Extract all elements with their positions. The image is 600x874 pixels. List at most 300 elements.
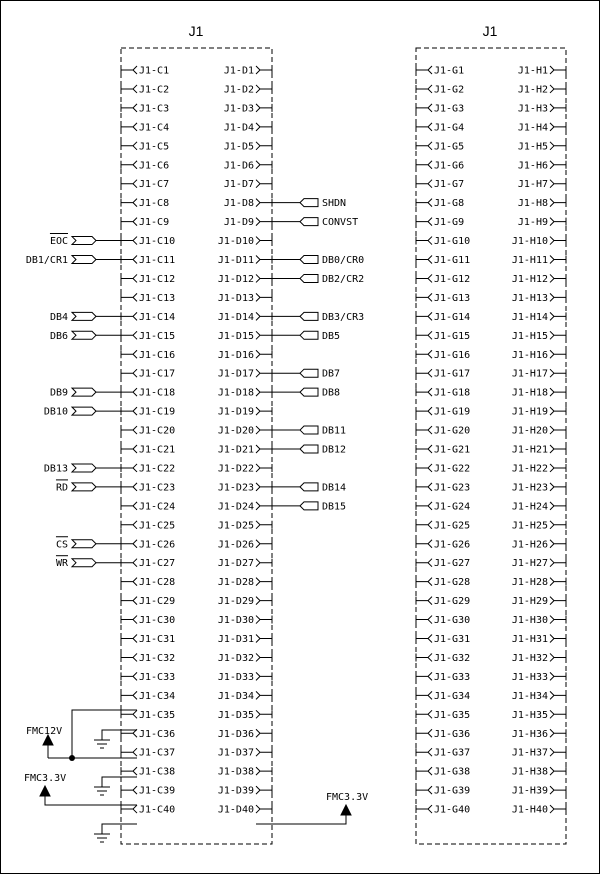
pin-label: J1-D7 xyxy=(223,179,254,191)
pin-label: J1-G16 xyxy=(434,349,471,361)
pin-stub xyxy=(256,464,272,472)
pin-label: J1-H33 xyxy=(511,671,548,683)
pin-label: J1-G6 xyxy=(434,160,465,172)
signal-port-right xyxy=(272,331,340,342)
pin-stub xyxy=(550,388,566,396)
pin-stub xyxy=(121,521,137,529)
pin-stub xyxy=(121,540,137,548)
pin-label: J1-D12 xyxy=(217,273,254,285)
pin-label: J1-G29 xyxy=(434,596,471,608)
pin-label: J1-C33 xyxy=(139,671,176,683)
pin-stub xyxy=(121,218,137,226)
pin-stub xyxy=(256,66,272,74)
pin-stub xyxy=(121,123,137,131)
pin-stub xyxy=(256,521,272,529)
pin-label: J1-D25 xyxy=(217,520,254,532)
wire xyxy=(72,710,137,758)
pin-stub xyxy=(121,180,137,188)
pin-label: J1-G20 xyxy=(434,425,471,437)
pin-label: J1-H4 xyxy=(517,122,548,134)
pin-stub xyxy=(416,805,432,813)
pin-label: J1-D2 xyxy=(223,84,254,96)
pin-label: J1-C9 xyxy=(139,217,170,229)
pin-label: J1-G17 xyxy=(434,368,471,380)
power-label-fmc12v: FMC12V xyxy=(26,726,63,737)
pin-stub xyxy=(416,85,432,93)
pin-stub xyxy=(121,710,137,718)
power-arrow-icon xyxy=(341,805,351,815)
pin-stub xyxy=(121,274,137,282)
pin-label: J1-D16 xyxy=(217,349,254,361)
pin-label: J1-G37 xyxy=(434,747,471,759)
pin-stub xyxy=(121,256,137,264)
pin-stub xyxy=(550,350,566,358)
port-arrow-icon xyxy=(300,445,318,453)
pin-label: J1-H11 xyxy=(511,255,548,266)
pin-stub xyxy=(256,274,272,282)
pin-label: J1-C22 xyxy=(139,463,176,475)
pin-label: J1-H16 xyxy=(511,349,548,361)
signal-label: DB4 xyxy=(49,311,68,323)
pin-label: J1-D20 xyxy=(217,425,254,437)
signal-port-left xyxy=(50,388,121,399)
pin-stub xyxy=(550,85,566,93)
pin-stub xyxy=(121,786,137,794)
pin-stub xyxy=(121,578,137,586)
pin-stub xyxy=(256,369,272,377)
pin-label: J1-D19 xyxy=(217,406,254,418)
signal-label: DB9 xyxy=(49,387,68,399)
pin-label: J1-G28 xyxy=(434,577,471,589)
pin-label: J1-G23 xyxy=(434,482,471,494)
pin-stub xyxy=(121,426,137,434)
pin-label: J1-D8 xyxy=(223,198,254,210)
pin-stub xyxy=(416,274,432,282)
signal-label: CS xyxy=(55,539,68,551)
pin-label: J1-D31 xyxy=(217,634,254,645)
pin-stub xyxy=(550,331,566,339)
pin-stub xyxy=(416,502,432,510)
pin-label: J1-D39 xyxy=(217,785,254,797)
pin-stub xyxy=(416,104,432,112)
pin-label: J1-H3 xyxy=(517,103,548,115)
pin-label: J1-D17 xyxy=(217,368,254,380)
pin-label: J1-C26 xyxy=(139,539,176,551)
pin-stub xyxy=(550,293,566,301)
pin-stub xyxy=(550,445,566,453)
pin-stub xyxy=(416,161,432,169)
connector-title: J1 xyxy=(482,23,498,39)
pin-label: J1-C25 xyxy=(139,520,176,532)
signal-ports xyxy=(26,198,364,569)
pin-label: J1-D21 xyxy=(217,444,254,456)
pin-label: J1-H35 xyxy=(511,709,548,721)
pin-stub xyxy=(256,748,272,756)
pin-label: J1-D28 xyxy=(217,577,254,589)
pin-stub xyxy=(550,691,566,699)
pin-label: J1-D13 xyxy=(217,292,254,304)
pin-stub xyxy=(550,616,566,624)
signal-label: DB15 xyxy=(322,501,347,513)
pin-label: J1-H2 xyxy=(517,84,548,96)
pin-label: J1-D33 xyxy=(217,671,254,683)
pin-stub xyxy=(416,445,432,453)
pin-label: J1-H13 xyxy=(511,292,548,304)
pin-label: J1-C34 xyxy=(139,690,176,702)
pin-label: J1-G9 xyxy=(434,217,465,229)
pin-label: J1-C29 xyxy=(139,596,176,608)
pin-label: J1-C39 xyxy=(139,785,176,797)
pin-stub xyxy=(550,635,566,643)
pin-label: J1-C31 xyxy=(139,634,176,645)
pin-label: J1-C23 xyxy=(139,482,176,494)
pin-stub xyxy=(121,237,137,245)
pin-stub xyxy=(416,653,432,661)
port-arrow-icon xyxy=(300,312,318,320)
pin-stub xyxy=(416,483,432,491)
port-arrow-icon xyxy=(300,483,318,491)
pin-label: J1-H9 xyxy=(517,217,548,229)
pin-label: J1-D32 xyxy=(217,652,254,664)
pin-label: J1-D26 xyxy=(217,539,254,551)
pin-stub xyxy=(416,597,432,605)
signal-port-left xyxy=(44,407,121,418)
port-arrow-icon xyxy=(300,369,318,377)
pin-stub xyxy=(416,407,432,415)
pin-stub xyxy=(416,142,432,150)
signal-port-left xyxy=(50,234,121,248)
pin-label: J1-C35 xyxy=(139,709,176,721)
pin-label: J1-H28 xyxy=(511,577,548,589)
pin-stub xyxy=(416,691,432,699)
pin-label: J1-H1 xyxy=(517,65,548,77)
pin-stub xyxy=(550,180,566,188)
pin-stub xyxy=(550,256,566,264)
pin-stub xyxy=(550,407,566,415)
pin-label: J1-H38 xyxy=(511,766,548,778)
port-arrow-icon xyxy=(72,312,96,320)
pin-stub xyxy=(550,464,566,472)
pin-stub xyxy=(416,635,432,643)
signal-port-left xyxy=(50,331,121,342)
pin-label: J1-G8 xyxy=(434,198,465,210)
signal-label: CONVST xyxy=(322,217,359,229)
pin-label: J1-C17 xyxy=(139,368,176,380)
pin-stub xyxy=(550,597,566,605)
pin-stub xyxy=(416,464,432,472)
pin-stub xyxy=(416,180,432,188)
signal-label: DB7 xyxy=(322,368,341,380)
connector-pins xyxy=(121,66,272,816)
pin-stub xyxy=(550,274,566,282)
pin-label: J1-C8 xyxy=(139,198,170,210)
port-arrow-icon xyxy=(72,559,96,567)
pin-stub xyxy=(121,199,137,207)
pin-label: J1-H7 xyxy=(517,179,548,191)
pin-stub xyxy=(550,218,566,226)
pin-label: J1-D38 xyxy=(217,766,254,778)
signal-label: DB2/CR2 xyxy=(322,273,365,285)
pin-label: J1-G5 xyxy=(434,141,465,153)
pin-label: J1-H39 xyxy=(511,785,548,797)
pin-stub xyxy=(256,616,272,624)
pin-label: J1-G1 xyxy=(434,65,465,77)
pin-stub xyxy=(256,578,272,586)
pin-stub xyxy=(121,597,137,605)
pin-label: J1-H18 xyxy=(511,387,548,399)
pin-stub xyxy=(121,748,137,756)
port-arrow-icon xyxy=(300,426,318,434)
pin-stub xyxy=(121,369,137,377)
pin-stub xyxy=(416,748,432,756)
pin-stub xyxy=(256,218,272,226)
pin-label: J1-D29 xyxy=(217,596,254,608)
pin-stub xyxy=(256,293,272,301)
connector-j1-cd xyxy=(121,23,272,844)
port-arrow-icon xyxy=(300,388,318,396)
port-arrow-icon xyxy=(300,502,318,510)
pin-label: J1-G13 xyxy=(434,292,471,304)
signal-port-left xyxy=(56,556,121,570)
pin-stub xyxy=(550,540,566,548)
signal-port-right xyxy=(272,426,346,437)
pin-label: J1-C1 xyxy=(139,65,170,77)
power-arrow-icon xyxy=(40,786,50,796)
pin-stub xyxy=(256,540,272,548)
wire xyxy=(102,730,137,740)
pin-stub xyxy=(416,672,432,680)
pin-label: J1-C4 xyxy=(139,122,170,134)
pin-label: J1-H21 xyxy=(511,444,548,456)
port-arrow-icon xyxy=(72,407,96,415)
pin-stub xyxy=(121,653,137,661)
connector-pins xyxy=(416,66,566,816)
pin-stub xyxy=(256,483,272,491)
pin-label: J1-G11 xyxy=(434,255,471,266)
pin-stub xyxy=(256,180,272,188)
port-arrow-icon xyxy=(72,483,96,491)
junction-dot xyxy=(69,755,75,761)
signal-port-right xyxy=(272,312,364,323)
pin-stub xyxy=(256,672,272,680)
pin-label: J1-D10 xyxy=(217,236,254,248)
signal-port-left xyxy=(50,312,121,323)
pin-stub xyxy=(121,293,137,301)
pin-label: J1-H6 xyxy=(517,160,548,172)
pin-label: J1-C38 xyxy=(139,766,176,778)
pin-label: J1-C21 xyxy=(139,444,176,456)
pin-label: J1-C13 xyxy=(139,292,176,304)
pin-label: J1-G19 xyxy=(434,406,471,418)
signal-label: DB6 xyxy=(49,330,68,342)
pin-label: J1-G34 xyxy=(434,690,471,702)
pin-stub xyxy=(121,767,137,775)
pin-stub xyxy=(256,559,272,567)
pin-label: J1-D11 xyxy=(217,255,254,266)
pin-stub xyxy=(550,653,566,661)
pin-label: J1-H31 xyxy=(511,634,548,645)
pin-stub xyxy=(121,559,137,567)
pin-label: J1-H19 xyxy=(511,406,548,418)
pin-label: J1-D3 xyxy=(223,103,254,115)
pin-stub xyxy=(550,710,566,718)
pin-stub xyxy=(416,559,432,567)
signal-label: DB10 xyxy=(43,406,68,418)
signal-port-right xyxy=(272,388,340,399)
pin-label: J1-D34 xyxy=(217,690,254,702)
pin-label: J1-G27 xyxy=(434,558,471,570)
pin-stub xyxy=(416,369,432,377)
pin-label: J1-D24 xyxy=(217,501,254,513)
pin-label: J1-C5 xyxy=(139,141,170,153)
pin-label: J1-D37 xyxy=(217,747,254,759)
pin-stub xyxy=(550,161,566,169)
pin-stub xyxy=(256,312,272,320)
port-arrow-icon xyxy=(300,218,318,226)
wire xyxy=(256,815,346,824)
pin-stub xyxy=(550,312,566,320)
pin-stub xyxy=(416,767,432,775)
pin-stub xyxy=(416,616,432,624)
pin-stub xyxy=(121,502,137,510)
signal-port-right xyxy=(272,445,346,456)
ground-icon xyxy=(94,787,110,795)
pin-stub xyxy=(121,161,137,169)
pin-stub xyxy=(550,237,566,245)
pin-label: J1-C32 xyxy=(139,652,176,664)
pin-label: J1-G22 xyxy=(434,463,471,475)
port-arrow-icon xyxy=(72,540,96,548)
pin-stub xyxy=(256,691,272,699)
pin-label: J1-H10 xyxy=(511,236,548,248)
pin-label: J1-G38 xyxy=(434,766,471,778)
pin-label: J1-C12 xyxy=(139,273,176,285)
pin-stub xyxy=(256,502,272,510)
pin-stub xyxy=(416,218,432,226)
pin-stub xyxy=(256,199,272,207)
signal-label: WR xyxy=(55,558,68,570)
pin-label: J1-D27 xyxy=(217,558,254,570)
border xyxy=(1,1,600,874)
pin-label: J1-H36 xyxy=(511,728,548,740)
pin-stub xyxy=(256,445,272,453)
pin-label: J1-D36 xyxy=(217,728,254,740)
pin-label: J1-C24 xyxy=(139,501,176,513)
pin-stub xyxy=(550,748,566,756)
pin-stub xyxy=(550,369,566,377)
pin-label: J1-H23 xyxy=(511,482,548,494)
signal-label: DB5 xyxy=(322,330,341,342)
pin-label: J1-H27 xyxy=(511,558,548,570)
pin-label: J1-D6 xyxy=(223,160,254,172)
pin-stub xyxy=(550,483,566,491)
pin-label: J1-C14 xyxy=(139,311,176,323)
signal-port-left xyxy=(26,255,121,266)
pin-stub xyxy=(256,123,272,131)
signal-label: RD xyxy=(55,482,68,494)
pin-stub xyxy=(121,616,137,624)
pin-stub xyxy=(256,407,272,415)
port-arrow-icon xyxy=(300,331,318,339)
pin-stub xyxy=(256,805,272,813)
pin-stub xyxy=(416,199,432,207)
signal-port-right xyxy=(272,501,346,512)
port-arrow-icon xyxy=(72,237,96,245)
port-arrow-icon xyxy=(72,331,96,339)
signal-port-right xyxy=(272,217,358,228)
pin-stub xyxy=(550,123,566,131)
pin-stub xyxy=(256,597,272,605)
pin-stub xyxy=(416,729,432,737)
pin-label: J1-G14 xyxy=(434,311,471,323)
pin-label: J1-G2 xyxy=(434,84,465,96)
pin-label: J1-G31 xyxy=(434,634,471,645)
pin-label: J1-H30 xyxy=(511,615,548,627)
pin-label: J1-G32 xyxy=(434,652,471,664)
wire xyxy=(102,824,137,834)
pin-stub xyxy=(256,142,272,150)
pin-stub xyxy=(416,521,432,529)
pin-stub xyxy=(121,331,137,339)
port-arrow-icon xyxy=(72,464,96,472)
signal-port-right xyxy=(272,274,364,285)
port-arrow-icon xyxy=(300,199,318,207)
pin-label: J1-H32 xyxy=(511,652,548,664)
pin-stub xyxy=(550,521,566,529)
pin-label: J1-C15 xyxy=(139,330,176,342)
pin-stub xyxy=(256,161,272,169)
pin-stub xyxy=(416,426,432,434)
signal-label: DB12 xyxy=(322,444,347,456)
pin-stub xyxy=(121,104,137,112)
pin-stub xyxy=(256,767,272,775)
pin-label: J1-G15 xyxy=(434,330,471,342)
pin-label: J1-C10 xyxy=(139,236,176,248)
pin-stub xyxy=(416,388,432,396)
wire xyxy=(45,796,137,805)
pin-stub xyxy=(416,237,432,245)
power-label-fmc3v3: FMC3.3V xyxy=(24,773,67,784)
pin-label: J1-H26 xyxy=(511,539,548,551)
pin-stub xyxy=(416,66,432,74)
pin-label: J1-H25 xyxy=(511,520,548,532)
pin-stub xyxy=(416,710,432,718)
pin-label: J1-G30 xyxy=(434,615,471,627)
pin-label: J1-H37 xyxy=(511,747,548,759)
pin-label: J1-H8 xyxy=(517,198,548,210)
pin-label: J1-H5 xyxy=(517,141,548,153)
pin-stub xyxy=(256,729,272,737)
signal-label: DB13 xyxy=(43,463,68,475)
signal-port-left xyxy=(44,463,121,474)
pin-stub xyxy=(256,426,272,434)
pin-stub xyxy=(550,66,566,74)
pin-stub xyxy=(121,66,137,74)
signal-label: EOC xyxy=(49,236,68,248)
pin-stub xyxy=(256,104,272,112)
pin-label: J1-G35 xyxy=(434,709,471,721)
pin-stub xyxy=(121,388,137,396)
signal-port-right xyxy=(272,198,346,209)
pin-stub xyxy=(550,142,566,150)
pin-label: J1-G25 xyxy=(434,520,471,532)
signal-label: DB14 xyxy=(322,482,347,494)
pin-stub xyxy=(256,350,272,358)
ground-icon xyxy=(94,834,110,842)
pin-label: J1-C7 xyxy=(139,179,170,191)
pin-label: J1-C40 xyxy=(139,804,176,816)
pin-label: J1-G7 xyxy=(434,179,465,191)
